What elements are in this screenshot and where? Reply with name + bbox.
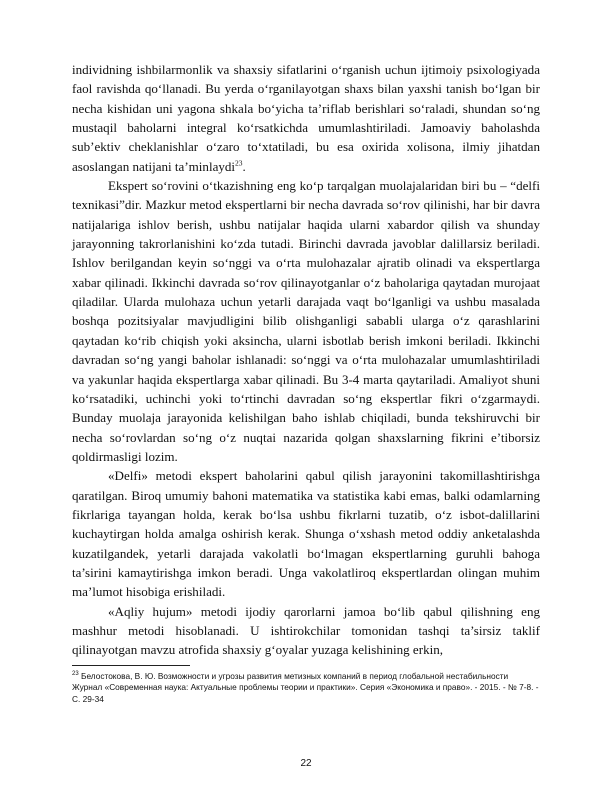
paragraph-1-end: . <box>242 158 246 174</box>
paragraph-4: «Aqliy hujum» metodi ijodiy qarorlarni jamoa bo‘lib qabul qilishning eng mashhur metodi hisoblanadi. U ishtirokchilar tomonidan tashqi ta’sirsiz taklif qilinayotgan mavzu atrofida shaxsiy g‘oyalar yuzaga kelishining erkin, <box>72 603 540 658</box>
page-number: 22 <box>300 758 312 769</box>
footnote-reference[interactable]: 23 <box>235 158 243 168</box>
page-body <box>72 60 540 705</box>
footnote-divider <box>72 665 190 666</box>
footnote-text: Белостокова, В. Ю. Возможности и угрозы развития метизных компаний в период глобальной нестабильности Журнал «Современная наука: Актуальные проблемы теории и практики». Серия «Экономика и право». - 2015. - № 7-8. - С. 29-34 <box>72 670 539 704</box>
paragraph-3: «Delfi» metodi ekspert baholarini qabul qilish jarayonini takomillashtirishga qaratilgan. Biroq umumiy bahoni matematika va statistika kabi emas, balki odamlarning fikrlariga tayangan holda, kerak bo‘lsa ushbu fikrlarni tuzatib, o‘z isbot-dalillarini kuchaytirgan holda amalga oshirish kerak. Shunga o‘xshash metod oddiy anketalashda kuzatilgandek, yetarli darajada vakolatli bo‘lmagan ekspertlarning guruhli bahoga ta’sirini kamaytirishga imkon beradi. Unga vakolatliroq ekspertlardan olingan muhim ma’lumot hisobiga erishiladi. <box>72 468 540 600</box>
footnote-number: 23 <box>72 670 79 677</box>
paragraph-1-text: individning ishbilarmonlik va shaxsiy sifatlarini o‘rganish uchun ijtimoiy psixologiyada faol ravishda qo‘llanadi. Bu yerda o‘rganilayotgan shaxs bilan yaxshi tanish bo‘lgan bir necha kishidan uni yagona shkala bo‘yicha ta’riflab berishlari so‘raladi, shundan so‘ng mustaqil baholarni integral ko‘rsatkichda umumlashtiriladi. Jamoaviy baholashda sub’ektiv cheklanishlar o‘zaro to‘xtatiladi, bu esa oxirida xolisona, ilmiy jihatdan asoslangan natijani ta’minlaydi <box>72 62 540 174</box>
footnote <box>72 669 540 706</box>
paragraph-2: Ekspert so‘rovini o‘tkazishning eng ko‘p tarqalgan muolajalaridan biri bu – “delfi texnikasi”dir. Mazkur metod ekspertlarni bir necha davrada so‘rov qilinishi, har bir davra natijalariga ishlov berish, ushbu natijalar haqida ularni xabardor qilish va shunday jarayonning takrorlanishini ko‘zda tutadi. Birinchi davrada javoblar dalillarsiz beriladi. Ishlov berilgandan keyin so‘nggi va o‘rta mulohazalar ajratib olinadi va ekspertlarga xabar qilinadi. Ikkinchi davrada so‘rov qilinayotganlar o‘z baholariga qaytadan murojaat qiladilar. Ularda mulohaza uchun yetarli darajada vaqt bo‘lganligi va ushbu masalada boshqa pozitsiyalar mavjudligini bilib olishganligi sababli ularga o‘z qarashlarini qaytadan ko‘rib chiqish yoki aksincha, ularni isbotlab berish imkoni beriladi. Ikkinchi davradan so‘ng yangi baholar ishlanadi: so‘nggi va o‘rta mulohazalar umumlashtiriladi va yakunlar haqida ekspertlarga xabar qilinadi. Bu 3-4 marta qaytariladi. Amaliyot shuni ko‘rsatadiki, uchinchi yoki to‘rtinchi davradan so‘ng ekspertlar fikri o‘zgarmaydi. Bunday muolaja jarayonida kelishilgan baho ishlab chiqiladi, bunda tekshiruvchi bir necha so‘rovlardan so‘ng o‘z nuqtai nazarida qolgan shaxslarning fikrini e’tiborsiz qoldirmasligi lozim. <box>72 178 540 464</box>
paragraph-1 <box>72 60 540 176</box>
